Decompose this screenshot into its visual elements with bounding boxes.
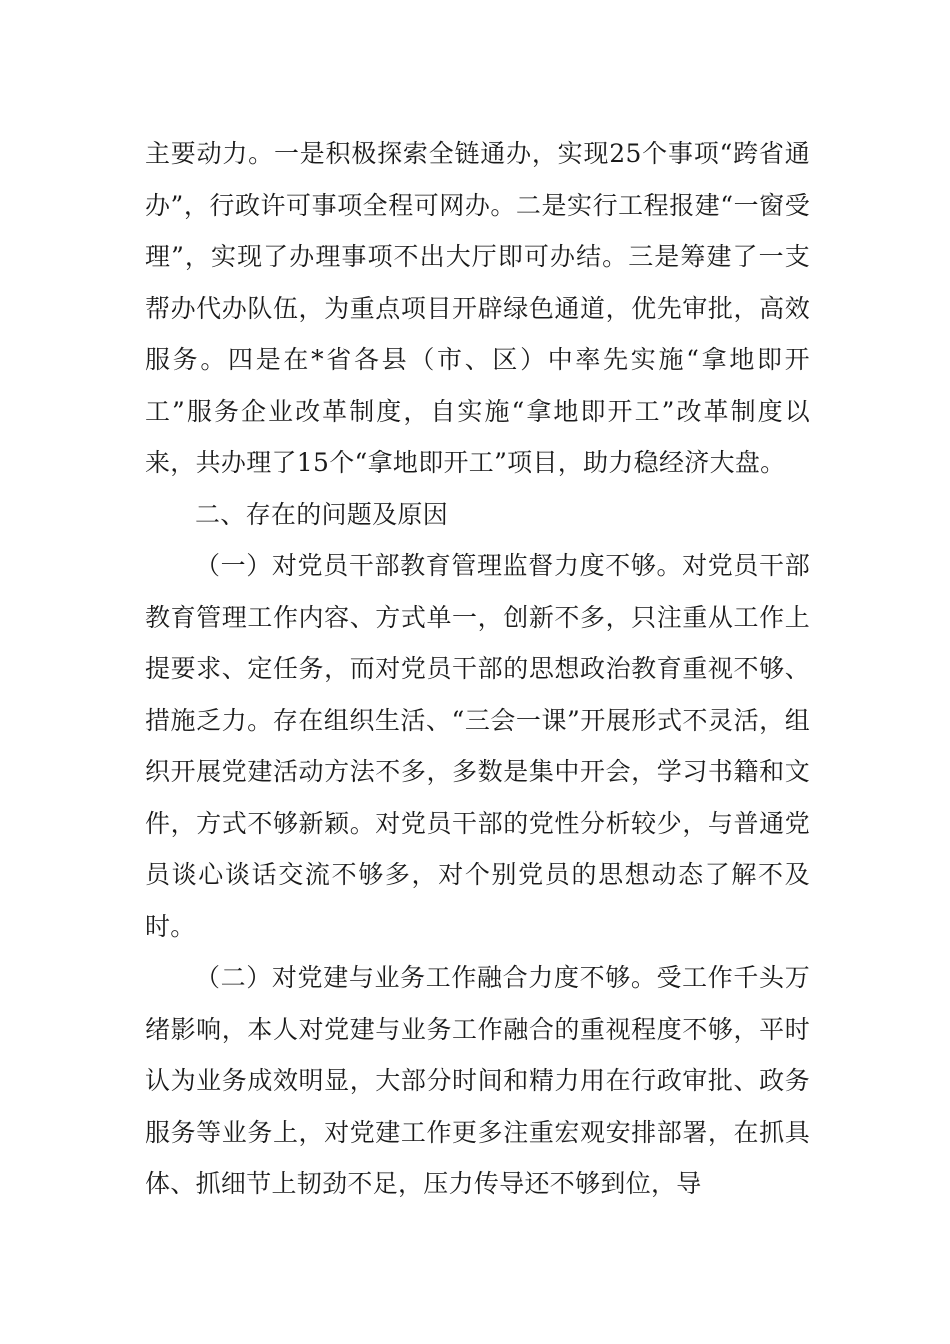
document-body: [145, 128, 810, 1210]
section-heading-problems: 二、存在的问题及原因: [195, 499, 449, 529]
paragraph-achievements: 主要动力。一是积极探索全链通办，实现25个事项“跨省通办”，行政许可事项全程可网办。二是实行工程报建“一窗受理”，实现了办理事项不出大厅即可办结。三是筹建了一支帮办代办队伍，为重点项目开辟绿色通道，优先审批，高效服务。四是在*省各县（市、区）中率先实施“拿地即开工”服务企业改革制度，自实施“拿地即开工”改革制度以来，共办理了15个“拿地即开工”项目，助力稳经济大盘。: [145, 139, 810, 477]
paragraph-problem-1: （一）对党员干部教育管理监督力度不够。对党员干部教育管理工作内容、方式单一，创新不多，只注重从工作上提要求、定任务，而对党员干部的思想政治教育重视不够、措施乏力。存在组织生活、“三会一课”开展形式不灵活，组织开展党建活动方法不多，多数是集中开会，学习书籍和文件，方式不够新颖。对党员干部的党性分析较少，与普通党员谈心谈话交流不够多，对个别党员的思想动态了解不及时。: [145, 551, 810, 941]
paragraph-problem-2: （二）对党建与业务工作融合力度不够。受工作千头万绪影响，本人对党建与业务工作融合的重视程度不够，平时认为业务成效明显，大部分时间和精力用在行政审批、政务服务等业务上，对党建工作更多注重宏观安排部署，在抓具体、抓细节上韧劲不足，压力传导还不够到位，导: [145, 963, 810, 1198]
